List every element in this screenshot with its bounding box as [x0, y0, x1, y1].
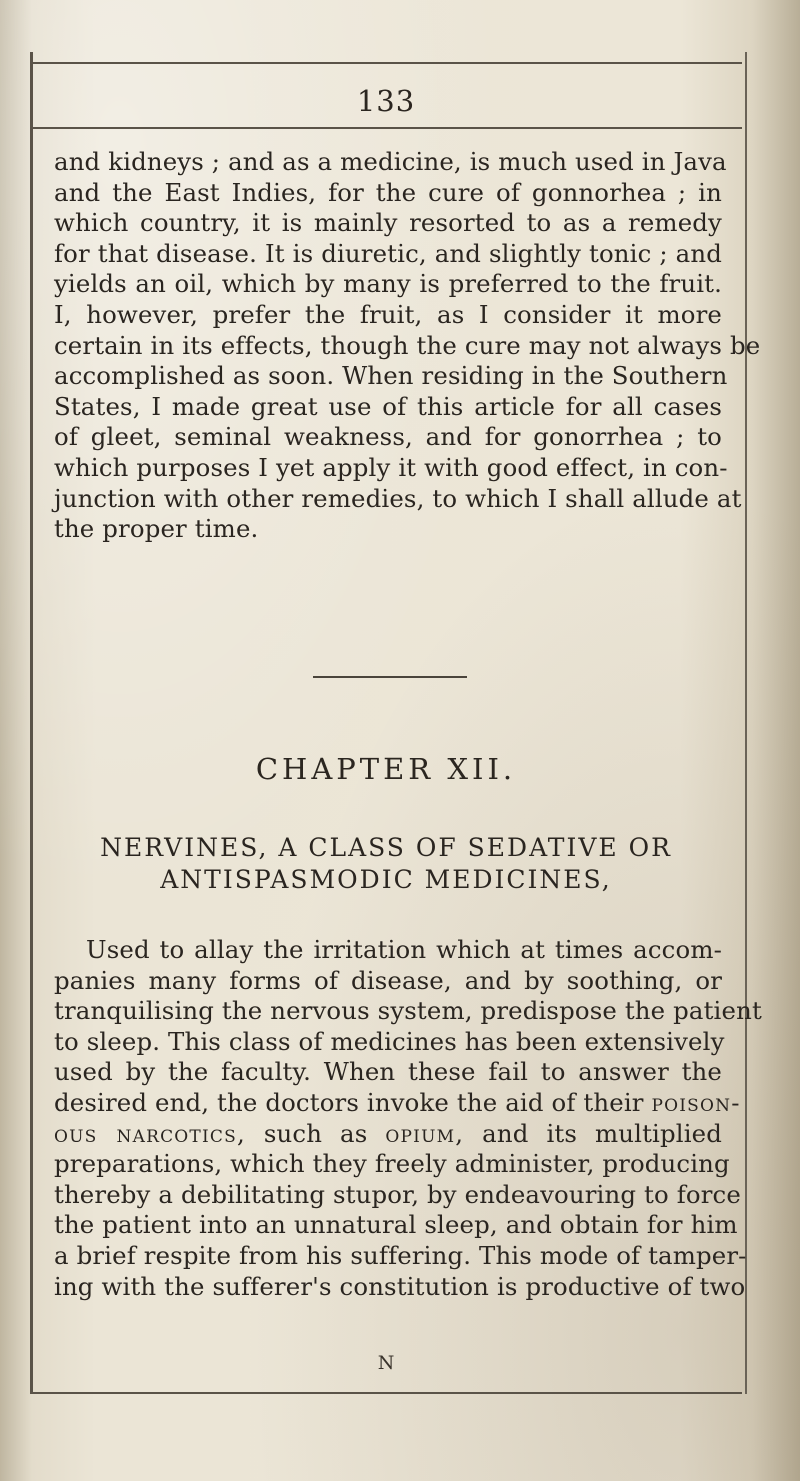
text-line: panies many forms of disease, and by soothing, or — [54, 965, 722, 995]
text-line — [54, 1087, 741, 1119]
text-line: for that disease. It is diuretic, and slightly tonic ; and — [54, 238, 722, 268]
text-line: Used to allay the irritation which at times accom- — [86, 935, 722, 964]
text-line: ing with the sufferer's constitution is productive of two — [54, 1271, 746, 1301]
text-run: and its multiplied — [464, 1118, 722, 1148]
text-line: which purposes I yet apply it with good effect, in con- — [54, 452, 728, 482]
text-line: thereby a debilitating stupor, by endeavouring to force — [54, 1179, 741, 1209]
text-line: of gleet, seminal weakness, and for gonorrhea ; to — [54, 422, 722, 452]
section-divider — [313, 676, 467, 678]
small-caps-run: opium, — [385, 1118, 465, 1148]
signature-mark: N — [377, 1352, 395, 1374]
text-line: accomplished as soon. When residing in the Southern — [54, 361, 728, 391]
page-number: 133 — [356, 84, 416, 118]
text-line: the patient into an unnatural sleep, and obtain for him — [54, 1210, 738, 1240]
chapter-subtitle-line-1: NERVINES, A CLASS OF SEDATIVE OR — [100, 833, 672, 862]
chapter-title: CHAPTER XII. — [255, 752, 517, 786]
top-rule — [30, 62, 742, 64]
text-line: which country, it is mainly resorted to as a remedy — [54, 208, 722, 238]
chapter-subtitle-line-2: ANTISPASMODIC MEDICINES, — [160, 865, 612, 894]
header-rule — [30, 127, 742, 129]
text-line: I, however, prefer the fruit, as I consider it more — [54, 299, 722, 329]
small-caps-run: poison- — [651, 1087, 741, 1117]
text-run: desired end, the doctors invoke the aid of their — [54, 1087, 644, 1117]
text-line: tranquilising the nervous system, predispose the patient — [54, 996, 762, 1026]
small-caps-run: ous narcotics, — [54, 1118, 246, 1148]
paragraph-continued — [54, 147, 761, 545]
text-line: preparations, which they freely administer, producing — [54, 1149, 730, 1179]
paragraph-nervines — [54, 935, 762, 1302]
text-line: certain in its effects, though the cure may not always be — [54, 330, 761, 360]
text-line: the proper time. — [54, 514, 259, 544]
text-line: and the East Indies, for the cure of gonnorhea ; in — [54, 177, 722, 207]
text-line: and kidneys ; and as a medicine, is much used in Java — [54, 147, 727, 176]
text-line: yields an oil, which by many is preferred to the fruit. — [54, 269, 722, 299]
bottom-rule — [30, 1392, 742, 1394]
text-line: a brief respite from his suffering. This mode of tamper- — [54, 1240, 747, 1270]
text-line: to sleep. This class of medicines has been extensively — [54, 1026, 725, 1056]
text-line: States, I made great use of this article for all cases — [54, 391, 722, 421]
text-line: used by the faculty. When these fail to answer the — [54, 1057, 722, 1087]
text-line — [54, 1119, 722, 1150]
text-line: junction with other remedies, to which I shall allude at — [54, 483, 742, 513]
text-run: such as — [245, 1118, 386, 1148]
